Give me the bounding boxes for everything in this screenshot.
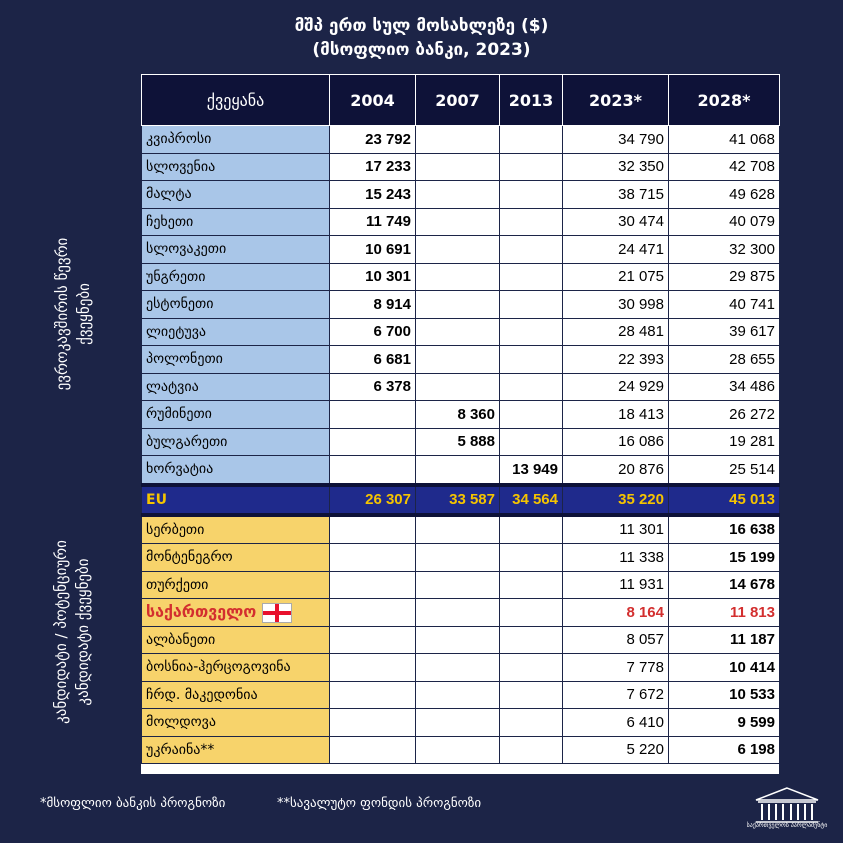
value-2004 xyxy=(330,681,416,709)
table-row xyxy=(142,291,780,319)
value-2004: 23 792 xyxy=(330,126,416,154)
value-2007 xyxy=(416,208,500,236)
value-2013 xyxy=(500,153,563,181)
eu-total-2004: 26 307 xyxy=(330,485,416,515)
value-2013 xyxy=(500,736,563,764)
table-row xyxy=(142,236,780,264)
value-2007 xyxy=(416,515,500,544)
country-label: მონტენეგრო xyxy=(146,549,233,566)
value-2004 xyxy=(330,456,416,485)
value-2023: 34 790 xyxy=(563,126,669,154)
country-name xyxy=(142,544,330,572)
value-2023: 8 057 xyxy=(563,626,669,654)
country-label: უკრაინა** xyxy=(146,741,215,758)
candidates-label-line-1: კანდიდატი / პოტენციური xyxy=(52,540,70,724)
value-2013 xyxy=(500,571,563,599)
value-2028: 11 813 xyxy=(669,599,780,627)
country-name xyxy=(142,515,330,544)
value-2004 xyxy=(330,626,416,654)
georgia-flag-icon xyxy=(262,603,292,623)
table-row xyxy=(142,456,780,485)
value-2013 xyxy=(500,373,563,401)
candidates-label-line-2: კანდიდატი ქვეყნები xyxy=(74,558,92,706)
value-2004 xyxy=(330,709,416,737)
value-2023: 7 778 xyxy=(563,654,669,682)
title-line-2: (მსოფლიო ბანკი, 2023) xyxy=(312,40,531,60)
value-2007 xyxy=(416,544,500,572)
value-2004 xyxy=(330,654,416,682)
value-2028: 41 068 xyxy=(669,126,780,154)
value-2004: 6 700 xyxy=(330,318,416,346)
value-2013 xyxy=(500,291,563,319)
value-2013 xyxy=(500,346,563,374)
header-2004: 2004 xyxy=(330,75,416,126)
value-2028: 40 741 xyxy=(669,291,780,319)
value-2028: 14 678 xyxy=(669,571,780,599)
country-name xyxy=(142,626,330,654)
eu-total-label: EU xyxy=(142,485,330,515)
header-2028: 2028* xyxy=(669,75,780,126)
value-2013 xyxy=(500,626,563,654)
value-2023: 21 075 xyxy=(563,263,669,291)
value-2007 xyxy=(416,236,500,264)
country-name: ჩეხეთი xyxy=(142,208,330,236)
candidates-label xyxy=(50,477,98,787)
value-2028: 40 079 xyxy=(669,208,780,236)
value-2028: 10 414 xyxy=(669,654,780,682)
table-row xyxy=(142,654,780,682)
table-row xyxy=(142,599,780,627)
title-line-1: მშპ ერთ სულ მოსახლეზე ($) xyxy=(294,16,549,36)
value-2007 xyxy=(416,126,500,154)
country-label: ბოსნია-ჰერცოგოვინა xyxy=(146,659,291,676)
value-2023: 22 393 xyxy=(563,346,669,374)
value-2028: 29 875 xyxy=(669,263,780,291)
country-name: სლოვაკეთი xyxy=(142,236,330,264)
country-label: სერბეთი xyxy=(146,521,205,538)
eu-members-body xyxy=(142,126,780,485)
header-country: ქვეყანა xyxy=(142,75,330,126)
value-2013 xyxy=(500,263,563,291)
value-2023: 7 672 xyxy=(563,681,669,709)
value-2013 xyxy=(500,599,563,627)
country-name xyxy=(142,654,330,682)
value-2023: 32 350 xyxy=(563,153,669,181)
table-row xyxy=(142,208,780,236)
table-row xyxy=(142,401,780,429)
value-2013 xyxy=(500,428,563,456)
value-2023: 24 929 xyxy=(563,373,669,401)
candidates-body xyxy=(142,515,780,764)
eu-total-2013: 34 564 xyxy=(500,485,563,515)
value-2007 xyxy=(416,456,500,485)
table-row xyxy=(142,346,780,374)
value-2028: 6 198 xyxy=(669,736,780,764)
gdp-table xyxy=(141,74,779,774)
value-2013 xyxy=(500,709,563,737)
country-name: უნგრეთი xyxy=(142,263,330,291)
value-2007 xyxy=(416,346,500,374)
value-2007 xyxy=(416,263,500,291)
table-row xyxy=(142,263,780,291)
value-2013: 13 949 xyxy=(500,456,563,485)
country-label: მოლდოვა xyxy=(146,714,216,731)
value-2028: 32 300 xyxy=(669,236,780,264)
header-2013: 2013 xyxy=(500,75,563,126)
country-name: ლიეტუვა xyxy=(142,318,330,346)
country-name: ბულგარეთი xyxy=(142,428,330,456)
value-2013 xyxy=(500,401,563,429)
value-2004: 6 378 xyxy=(330,373,416,401)
table-row xyxy=(142,153,780,181)
eu-total-row xyxy=(142,485,780,515)
header-2023: 2023* xyxy=(563,75,669,126)
eu-label-line-2: ქვეყნები xyxy=(75,283,93,345)
value-2004: 10 301 xyxy=(330,263,416,291)
value-2023: 5 220 xyxy=(563,736,669,764)
value-2004: 15 243 xyxy=(330,181,416,209)
value-2028: 34 486 xyxy=(669,373,780,401)
country-name: პოლონეთი xyxy=(142,346,330,374)
eu-members-label xyxy=(51,174,99,454)
table-row xyxy=(142,126,780,154)
country-name xyxy=(142,571,330,599)
value-2028: 9 599 xyxy=(669,709,780,737)
value-2007 xyxy=(416,626,500,654)
country-label: თურქეთი xyxy=(146,576,209,593)
footnote-imf: **სავალუტო ფონდის პროგნოზი xyxy=(277,796,482,811)
value-2013 xyxy=(500,318,563,346)
eu-total-body xyxy=(142,485,780,515)
country-name: სლოვენია xyxy=(142,153,330,181)
country-name xyxy=(142,709,330,737)
value-2013 xyxy=(500,236,563,264)
value-2004: 17 233 xyxy=(330,153,416,181)
table-row xyxy=(142,736,780,764)
country-name: ესტონეთი xyxy=(142,291,330,319)
value-2007 xyxy=(416,736,500,764)
value-2023: 20 876 xyxy=(563,456,669,485)
parliament-building-icon xyxy=(752,786,822,826)
table-row xyxy=(142,571,780,599)
value-2023: 30 998 xyxy=(563,291,669,319)
value-2004: 6 681 xyxy=(330,346,416,374)
table-row xyxy=(142,544,780,572)
value-2028: 25 514 xyxy=(669,456,780,485)
value-2023: 28 481 xyxy=(563,318,669,346)
value-2004 xyxy=(330,515,416,544)
eu-label-line-1: ევროკავშირის წევრი xyxy=(53,237,71,391)
value-2013 xyxy=(500,544,563,572)
country-name xyxy=(142,599,330,627)
value-2028: 26 272 xyxy=(669,401,780,429)
country-name xyxy=(142,736,330,764)
country-name: ხორვატია xyxy=(142,456,330,485)
value-2023: 11 931 xyxy=(563,571,669,599)
value-2007 xyxy=(416,181,500,209)
value-2007 xyxy=(416,373,500,401)
value-2028: 39 617 xyxy=(669,318,780,346)
value-2023: 24 471 xyxy=(563,236,669,264)
eu-total-2023: 35 220 xyxy=(563,485,669,515)
value-2023: 16 086 xyxy=(563,428,669,456)
country-name xyxy=(142,681,330,709)
value-2028: 10 533 xyxy=(669,681,780,709)
country-label: ჩრდ. მაკედონია xyxy=(146,686,258,703)
value-2004 xyxy=(330,428,416,456)
value-2028: 49 628 xyxy=(669,181,780,209)
eu-total-2028: 45 013 xyxy=(669,485,780,515)
footnote-world-bank: *მსოფლიო ბანკის პროგნოზი xyxy=(40,796,226,811)
value-2023: 6 410 xyxy=(563,709,669,737)
value-2013 xyxy=(500,515,563,544)
value-2007 xyxy=(416,318,500,346)
value-2028: 16 638 xyxy=(669,515,780,544)
value-2023: 11 338 xyxy=(563,544,669,572)
value-2028: 15 199 xyxy=(669,544,780,572)
value-2028: 19 281 xyxy=(669,428,780,456)
value-2007 xyxy=(416,681,500,709)
table-header-row xyxy=(142,75,780,126)
value-2004: 10 691 xyxy=(330,236,416,264)
country-name: ლატვია xyxy=(142,373,330,401)
value-2004 xyxy=(330,571,416,599)
value-2007 xyxy=(416,291,500,319)
value-2013 xyxy=(500,181,563,209)
value-2013 xyxy=(500,681,563,709)
value-2013 xyxy=(500,208,563,236)
value-2023: 38 715 xyxy=(563,181,669,209)
value-2007 xyxy=(416,571,500,599)
value-2023: 11 301 xyxy=(563,515,669,544)
header-2007: 2007 xyxy=(416,75,500,126)
table-row xyxy=(142,373,780,401)
value-2007 xyxy=(416,709,500,737)
value-2013 xyxy=(500,126,563,154)
country-label: საქართველო xyxy=(146,602,257,621)
table-row xyxy=(142,318,780,346)
table-row xyxy=(142,709,780,737)
value-2007 xyxy=(416,599,500,627)
table-row xyxy=(142,181,780,209)
value-2007 xyxy=(416,153,500,181)
value-2023: 30 474 xyxy=(563,208,669,236)
value-2023: 8 164 xyxy=(563,599,669,627)
logo-text: საქართველოს პარლამენტი xyxy=(746,822,828,829)
value-2028: 11 187 xyxy=(669,626,780,654)
eu-total-2007: 33 587 xyxy=(416,485,500,515)
value-2028: 42 708 xyxy=(669,153,780,181)
country-name: კვიპროსი xyxy=(142,126,330,154)
value-2023: 18 413 xyxy=(563,401,669,429)
table-row xyxy=(142,681,780,709)
value-2007 xyxy=(416,654,500,682)
value-2028: 28 655 xyxy=(669,346,780,374)
country-label: ალბანეთი xyxy=(146,631,216,648)
value-2013 xyxy=(500,654,563,682)
table-row xyxy=(142,428,780,456)
table-row xyxy=(142,515,780,544)
value-2004 xyxy=(330,544,416,572)
country-name: მალტა xyxy=(142,181,330,209)
value-2007: 8 360 xyxy=(416,401,500,429)
value-2007: 5 888 xyxy=(416,428,500,456)
country-name: რუმინეთი xyxy=(142,401,330,429)
value-2004 xyxy=(330,599,416,627)
table-row xyxy=(142,626,780,654)
value-2004 xyxy=(330,736,416,764)
value-2004: 11 749 xyxy=(330,208,416,236)
value-2004 xyxy=(330,401,416,429)
value-2004: 8 914 xyxy=(330,291,416,319)
page-title xyxy=(0,14,843,62)
